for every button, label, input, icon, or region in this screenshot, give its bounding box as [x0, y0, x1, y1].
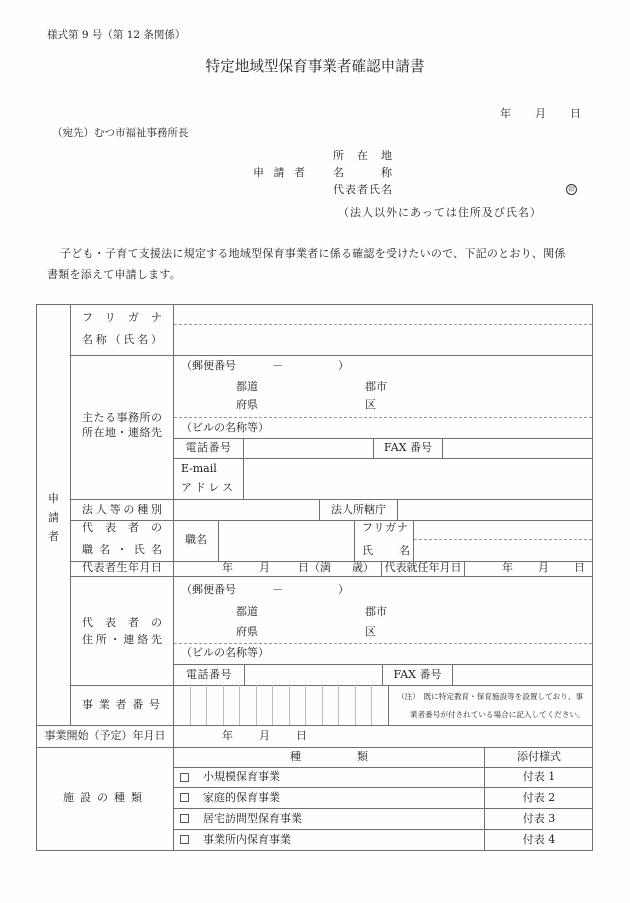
- office-address-input[interactable]: [392, 380, 591, 412]
- facility-type-label: 事業所内保育事業: [203, 833, 291, 846]
- business-number-digit-input[interactable]: [240, 686, 255, 725]
- intro-line-2: 書類を添えて申請します。: [47, 268, 181, 281]
- rep-age-label: 歳）: [352, 561, 374, 574]
- table-rule: [173, 787, 593, 788]
- rep-furigana-input[interactable]: [415, 521, 591, 538]
- business-number-digit-input[interactable]: [257, 686, 272, 725]
- rep-pref-bottom: 府県: [236, 625, 258, 638]
- rep-fax-input[interactable]: [454, 666, 591, 684]
- table-rule: [464, 561, 465, 576]
- facility-attachment-header: 添付様式: [517, 750, 561, 763]
- rep-birth-year-label: 年: [222, 561, 233, 574]
- page-title: 特定地域型保育事業者確認申請書: [205, 58, 425, 75]
- rep-fax-label: FAX 番号: [393, 668, 442, 681]
- business-number-digit-input[interactable]: [290, 686, 305, 725]
- section-applicant-label: 申請者: [48, 492, 59, 543]
- rep-name-input[interactable]: [415, 541, 591, 560]
- rep-birth-month-label: 月: [259, 561, 270, 574]
- name-label: 名称（氏名）: [82, 334, 162, 346]
- rep-appointed-day-input[interactable]: [550, 562, 573, 575]
- start-date-year-label: 年: [222, 729, 233, 742]
- office-postal-open: （郵便番号: [181, 359, 236, 372]
- rep-appointed-day-label: 日: [574, 561, 585, 574]
- rep-address-input[interactable]: [392, 604, 591, 640]
- business-number-note-line-2: 業者番号が付されている場合に記入してください。: [410, 710, 585, 719]
- start-date-label: 事業開始（予定）年月日: [44, 729, 166, 742]
- applicant-name-input[interactable]: [398, 165, 558, 180]
- business-number-digit-input[interactable]: [174, 686, 189, 725]
- office-email-label-line-2: アドレス: [181, 482, 233, 494]
- applicant-name-label: 名称: [333, 167, 392, 179]
- applicant-note: （法人以外にあっては住所及び氏名）: [338, 206, 542, 219]
- facility-attachment-label: 付表 1: [522, 770, 556, 783]
- office-phone-label: 電話番号: [185, 441, 232, 454]
- table-rule: [173, 664, 593, 665]
- facility-checkbox[interactable]: [180, 793, 189, 802]
- office-label-line-1: 主たる事務所の: [82, 412, 162, 424]
- rep-address-label-line-1: 代表者の: [82, 617, 162, 629]
- rep-job-title-input[interactable]: [220, 522, 353, 560]
- office-city-input[interactable]: [262, 380, 362, 412]
- rep-appointed-year-label: 年: [502, 561, 513, 574]
- facility-attachment-label: 付表 4: [522, 833, 556, 846]
- rep-postal-open: （郵便番号: [181, 583, 236, 596]
- table-rule: [244, 664, 245, 685]
- table-rule: [413, 520, 414, 561]
- seal-label: 印: [568, 185, 575, 193]
- corp-type-label: 法人等の種別: [82, 504, 162, 516]
- applicant-location-input[interactable]: [398, 148, 558, 163]
- rep-birth-month-input[interactable]: [234, 562, 258, 575]
- table-rule: [173, 808, 593, 809]
- date-day-label: 日: [570, 107, 581, 120]
- table-rule: [388, 685, 389, 725]
- business-number-digit-input[interactable]: [306, 686, 321, 725]
- date-month-label: 月: [535, 107, 546, 120]
- rep-prefecture-input[interactable]: [180, 604, 234, 640]
- start-date-day-label: 日: [296, 729, 307, 742]
- rep-appointed-month-input[interactable]: [514, 562, 537, 575]
- facility-checkbox[interactable]: [180, 773, 189, 782]
- facility-label: 施設の種類: [63, 792, 142, 804]
- applicant-location-label: 所在地: [333, 150, 392, 162]
- rep-appointed-month-label: 月: [538, 561, 549, 574]
- rep-birth-year-input[interactable]: [176, 562, 221, 575]
- table-rule-dashed: [174, 324, 592, 325]
- date-year-label: 年: [500, 107, 511, 120]
- facility-checkbox[interactable]: [180, 814, 189, 823]
- business-number-note-line-1: （注） 既に特定教育・保育施設等を設置しており、事: [397, 692, 584, 701]
- rep-appointed-label: 代表就任年月日: [384, 561, 462, 574]
- office-pref-bottom: 府県: [236, 398, 258, 411]
- business-number-digit-input[interactable]: [323, 686, 338, 725]
- start-date-day-input[interactable]: [271, 729, 295, 744]
- rep-birth-day-input[interactable]: [271, 562, 297, 575]
- business-number-digit-input[interactable]: [372, 686, 387, 725]
- start-date-month-label: 月: [259, 729, 270, 742]
- facility-checkbox[interactable]: [180, 835, 189, 844]
- table-rule-dashed: [174, 417, 592, 418]
- seal-icon: [566, 184, 577, 195]
- table-rule-dashed: [414, 539, 592, 540]
- rep-building-input[interactable]: [268, 645, 591, 663]
- date-day-input[interactable]: [548, 106, 569, 121]
- corp-authority-input[interactable]: [399, 501, 591, 519]
- office-city-top: 郡市: [365, 380, 387, 393]
- table-rule: [36, 725, 593, 726]
- table-rule: [397, 499, 398, 520]
- corp-type-input[interactable]: [175, 501, 318, 519]
- table-rule: [173, 767, 593, 768]
- date-year-input[interactable]: [458, 106, 498, 121]
- table-rule: [354, 520, 355, 561]
- business-number-label: 事業者番号: [82, 699, 160, 711]
- table-rule-dashed: [174, 643, 592, 644]
- rep-label-line-2: 職名・氏名: [82, 544, 162, 556]
- rep-phone-input[interactable]: [246, 666, 381, 684]
- table-rule: [173, 458, 593, 459]
- rep-birth-label: 代表者生年月日: [82, 562, 162, 574]
- addressee: （宛先）むつ市福祉事務所長: [52, 127, 189, 139]
- furigana-label: フリガナ: [82, 312, 162, 324]
- start-date-year-input[interactable]: [176, 729, 221, 744]
- rep-label-line-1: 代表者の: [82, 522, 162, 534]
- rep-pref-top: 都道: [236, 605, 258, 618]
- facility-attachment-label: 付表 2: [522, 791, 556, 804]
- table-rule: [243, 438, 244, 499]
- office-email-input[interactable]: [245, 460, 591, 498]
- rep-postal-dash: －: [272, 583, 283, 596]
- rep-postal-close: ）: [338, 583, 349, 596]
- office-postal-close: ）: [338, 359, 349, 372]
- rep-appointed-year-input[interactable]: [466, 562, 501, 575]
- rep-postal-code-input[interactable]: [240, 582, 336, 597]
- table-rule: [36, 747, 593, 748]
- start-date-month-input[interactable]: [234, 729, 258, 744]
- facility-attachment-label: 付表 3: [522, 812, 556, 825]
- business-number-digit-input[interactable]: [273, 686, 288, 725]
- table-rule: [452, 664, 453, 685]
- rep-city-top: 郡市: [365, 605, 387, 618]
- office-fax-label: FAX 番号: [384, 441, 432, 454]
- table-rule: [173, 304, 174, 850]
- table-rule: [70, 499, 593, 500]
- table-rule: [218, 520, 219, 561]
- rep-age-input[interactable]: [331, 562, 351, 575]
- form-number: 様式第 9 号（第 12 条関係）: [47, 29, 186, 41]
- office-pref-top: 都道: [236, 380, 258, 393]
- facility-type-label: 家庭的保育事業: [203, 791, 280, 804]
- facility-type-label: 居宅訪問型保育事業: [203, 812, 302, 825]
- name-input[interactable]: [176, 327, 591, 353]
- rep-name-label: 氏名: [362, 545, 410, 557]
- office-building-label: （ビルの名称等）: [181, 421, 269, 434]
- furigana-input[interactable]: [176, 306, 591, 323]
- rep-job-title-label: 職名: [185, 533, 207, 546]
- office-fax-input[interactable]: [444, 440, 591, 457]
- office-label-line-2: 所在地・連絡先: [82, 427, 162, 439]
- office-email-label-line-1: E‐mail: [181, 463, 217, 475]
- business-number-digit-input[interactable]: [191, 686, 206, 725]
- applicant-representative-input[interactable]: [398, 182, 558, 197]
- table-rule: [173, 438, 593, 439]
- table-rule: [173, 829, 593, 830]
- rep-birth-day-label: 日（満: [298, 561, 331, 574]
- applicant-heading: 申請者: [253, 167, 305, 179]
- corp-authority-label: 法人所轄庁: [331, 503, 386, 516]
- rep-city-bottom: 区: [365, 625, 376, 638]
- date-month-input[interactable]: [512, 106, 534, 121]
- facility-type-label: 小規模保育事業: [203, 770, 280, 783]
- office-prefecture-input[interactable]: [180, 380, 234, 412]
- table-rule: [442, 438, 443, 458]
- rep-phone-label: 電話番号: [186, 668, 232, 681]
- applicant-representative-label: 代表者氏名: [333, 184, 392, 196]
- office-phone-input[interactable]: [245, 440, 372, 457]
- office-city-bottom: 区: [365, 398, 376, 411]
- business-number-digit-input[interactable]: [207, 686, 222, 725]
- business-number-digit-input[interactable]: [224, 686, 239, 725]
- office-postal-dash: －: [272, 359, 283, 372]
- table-rule: [70, 576, 593, 577]
- rep-building-label: （ビルの名称等）: [181, 646, 269, 659]
- intro-line-1: 子ども・子育て支援法に規定する地域型保育事業者に係る確認を受けたいので、下記のとおり、関係: [60, 247, 566, 260]
- rep-city-input[interactable]: [262, 604, 362, 640]
- rep-address-label-line-2: 住所・連絡先: [82, 634, 162, 646]
- table-rule: [70, 304, 71, 725]
- business-number-digit-input[interactable]: [356, 686, 371, 725]
- business-number-digit-input[interactable]: [339, 686, 354, 725]
- table-rule: [70, 355, 593, 356]
- office-building-input[interactable]: [268, 419, 591, 437]
- facility-type-header: 種類: [290, 751, 368, 763]
- office-postal-code-input[interactable]: [240, 358, 336, 373]
- rep-furigana-label: フリガナ: [362, 522, 408, 534]
